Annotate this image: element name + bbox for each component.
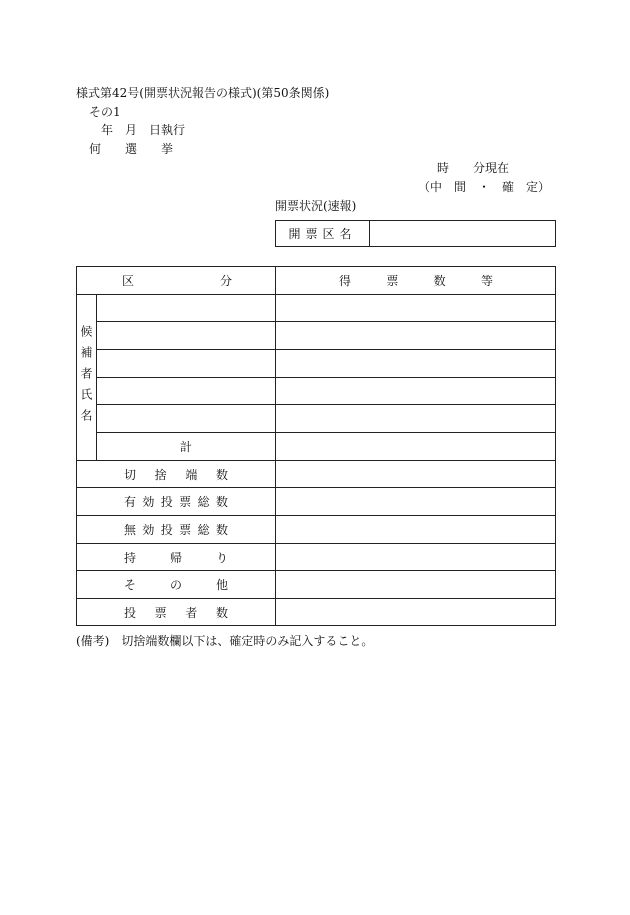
candidate-name-cell[interactable]	[97, 295, 275, 321]
invalid-votes-value[interactable]	[276, 516, 555, 543]
row-label-voters: 投 票 者 数	[124, 605, 228, 620]
election-date: 年 月 日執行	[101, 123, 186, 137]
district-value[interactable]	[370, 221, 555, 246]
row-label-taken-home: 持 帰 り	[124, 550, 228, 565]
candidate-group-label: 候補者氏名	[79, 325, 93, 430]
fraction-rounding-value[interactable]	[276, 461, 555, 487]
footnote: (備考) 切捨端数欄以下は、確定時のみ記入すること。	[76, 634, 374, 648]
row-label-valid-votes: 有 効 投 票 総 数	[124, 495, 228, 509]
column-header-votes: 得 票 数 等	[339, 273, 493, 288]
form-title: 様式第42号(開票状況報告の様式)(第50条関係)	[76, 86, 330, 100]
time-as-of: 時 分現在	[437, 161, 510, 175]
taken-home-value[interactable]	[276, 544, 555, 570]
report-title: 開票状況(速報)	[275, 199, 357, 213]
election-name: 何 選 挙	[89, 142, 174, 156]
form-subtitle: その1	[89, 105, 121, 119]
voters-value[interactable]	[276, 599, 555, 625]
candidate-votes-cell[interactable]	[276, 295, 555, 321]
row-label-invalid-votes: 無 効 投 票 総 数	[124, 523, 228, 537]
valid-votes-value[interactable]	[276, 488, 555, 515]
candidate-votes-cell[interactable]	[276, 378, 555, 404]
other-value[interactable]	[276, 571, 555, 598]
row-label-other: そ の 他	[124, 578, 228, 592]
report-stage: （中 間 ・ 確 定）	[418, 180, 551, 194]
candidate-votes-cell[interactable]	[276, 350, 555, 377]
candidate-name-cell[interactable]	[97, 322, 275, 349]
candidate-name-cell[interactable]	[97, 378, 275, 404]
total-label: 計	[179, 440, 192, 454]
candidate-name-cell[interactable]	[97, 350, 275, 377]
total-votes-cell[interactable]	[276, 433, 555, 460]
candidate-votes-cell[interactable]	[276, 405, 555, 432]
district-label: 開票区名	[288, 227, 357, 241]
candidate-name-cell[interactable]	[97, 405, 275, 432]
column-header-category: 区 分	[122, 273, 232, 288]
candidate-votes-cell[interactable]	[276, 322, 555, 349]
row-label-fraction-rounding: 切 捨 端 数	[124, 467, 228, 482]
